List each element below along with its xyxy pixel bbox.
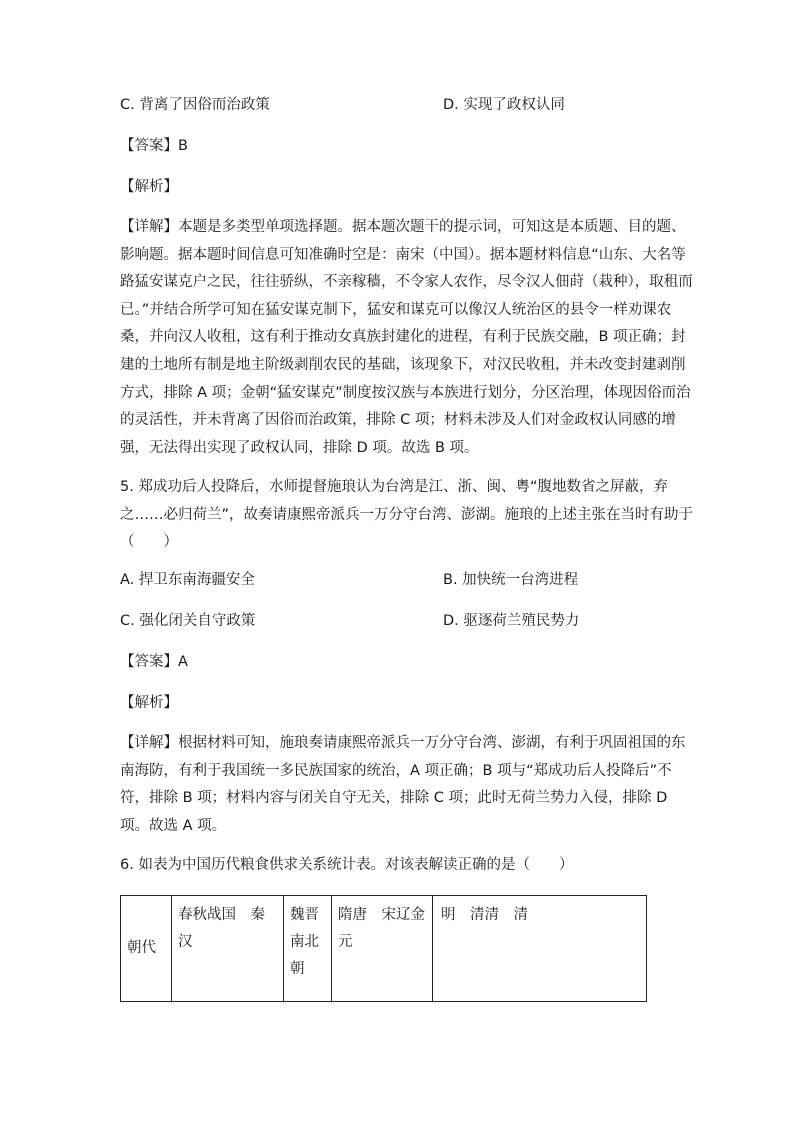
q4-option-d: D. 实现了政权认同 bbox=[443, 97, 565, 113]
q5-stem-line: 5. 郑成功后人投降后，水师提督施琅认为台湾是江、浙、闽、粤“腹地数省之屏蔽，弃 bbox=[120, 479, 668, 495]
grain-table bbox=[120, 895, 647, 1002]
q5-detail-line: 南海防，有利于我国统一多民族国家的统治，A 项正确；B 项与“郑成功后人投降后”不 bbox=[120, 762, 672, 779]
q4-answer: 【答案】B bbox=[120, 138, 188, 154]
q4-detail-line: 建的土地所有制是地主阶级剥削农民的基础，该现象下，对汉民收租，并未改变封建剥削 bbox=[120, 356, 686, 373]
table-cell-spring-autumn-qin-han: 春秋战国 秦汉 bbox=[172, 896, 284, 1002]
table-row-header: 朝代 bbox=[121, 896, 172, 1002]
table-cell-sui-tang-song: 隋唐 宋辽金元 bbox=[332, 896, 433, 1002]
q5-detail-line: 项。故选 A 项。 bbox=[120, 817, 227, 834]
q5-detail-line: 【详解】根据材料可知，施琅奏请康熙帝派兵一万分守台湾、澎湖，有利于巩固祖国的东 bbox=[120, 735, 686, 751]
q4-detail-line: 桑，并向汉人收租，这有利于推动女真族封建化的进程，有利于民族交融，B 项正确；封 bbox=[120, 329, 686, 346]
q5-option-b: B. 加快统一台湾进程 bbox=[443, 572, 579, 588]
q4-detail-line: 【详解】本题是多类型单项选择题。据本题次题干的提示词，可知这是本质题、目的题、 bbox=[120, 219, 686, 235]
q5-detail bbox=[120, 730, 686, 840]
q5-analysis-label: 【解析】 bbox=[120, 695, 178, 711]
q5-detail-line: 符，排除 B 项；材料内容与闭关自守无关，排除 C 项；此时无荷兰势力入侵，排除 D bbox=[120, 790, 668, 807]
q5-option-a: A. 捍卫东南海疆安全 bbox=[120, 572, 255, 588]
q4-detail-line: 方式，排除 A 项；金朝“猛安谋克”制度按汉族与本族进行划分，分区治理，体现因俗而治 bbox=[120, 384, 691, 401]
q4-option-c: C. 背离了因俗而治政策 bbox=[120, 97, 270, 113]
q6-stem: 6. 如表为中国历代粮食供求关系统计表。对该表解读正确的是（ ） bbox=[120, 857, 574, 873]
table-row bbox=[121, 896, 647, 1002]
q5-stem-line: 之……必归荷兰”，故奏请康熙帝派兵一万分守台湾、澎湖。施琅的上述主张在当时有助于 bbox=[120, 506, 694, 523]
q5-option-d: D. 驱逐荷兰殖民势力 bbox=[443, 613, 580, 629]
q4-detail-line: 已。”并结合所学可知在猛安谋克制下，猛安和谋克可以像汉人统治区的县令一样劝课农 bbox=[120, 301, 672, 318]
q4-detail bbox=[120, 214, 693, 462]
q5-answer: 【答案】A bbox=[120, 654, 188, 670]
q4-analysis-label: 【解析】 bbox=[120, 179, 178, 195]
q4-detail-line: 强，无法得出实现了政权认同，排除 D 项。故选 B 项。 bbox=[120, 439, 479, 456]
q4-detail-line: 的灵活性，并未背离了因俗而治政策，排除 C 项；材料未涉及人们对金政权认同感的增 bbox=[120, 412, 676, 429]
q4-detail-line: 路猛安谋克户之民，往往骄纵，不亲稼穑，不令家人农作，尽令汉人佃莳（栽种），取租而 bbox=[120, 274, 693, 291]
table-cell-wei-jin: 魏晋南北朝 bbox=[284, 896, 332, 1002]
q4-detail-line: 影响题。据本题时间信息可知准确时空是：南宋（中国）。据本题材料信息“山东、大名等 bbox=[120, 246, 686, 263]
q5-option-c: C. 强化闭关自守政策 bbox=[120, 613, 256, 629]
q5-stem-line: （ ） bbox=[120, 534, 178, 551]
q5-stem bbox=[120, 474, 694, 557]
table-cell-ming-qing: 明 清清 清 bbox=[433, 896, 647, 1002]
